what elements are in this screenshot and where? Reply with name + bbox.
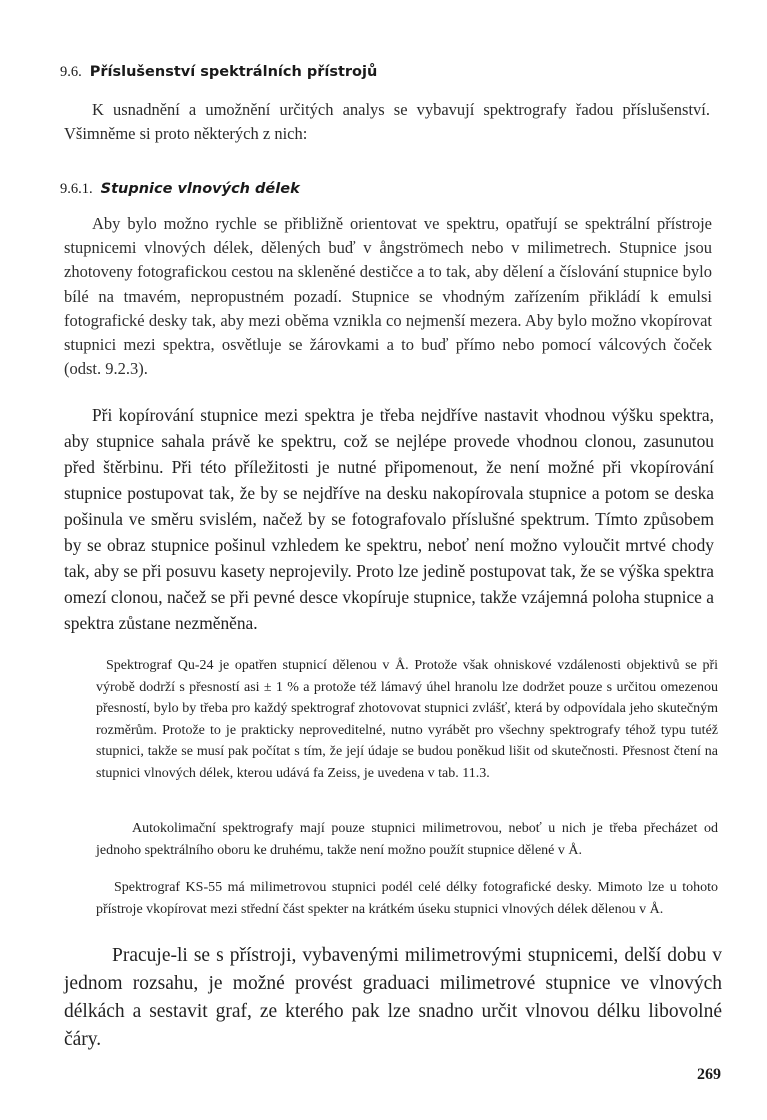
small-print-note-3: Spektrograf KS-55 má milimetrovou stupnici podél celé délky fotografické desky. Mimoto lze u tohoto přístroje vkopírovat mezi střední část spekter na krátkém úseku stupnici vlnových délek dělenou v Å.: [96, 880, 718, 917]
subsection-number: 9.6.1.: [60, 181, 93, 197]
section-number: 9.6.: [60, 64, 82, 80]
subsection-title: Stupnice vlnových délek: [100, 181, 300, 197]
section-intro-paragraph: K usnadnění a umožnění určitých analys se vybavují spektrografy řadou příslušenství. Všimněme si proto některých z nich:: [64, 100, 710, 143]
small-print-note-2: Autokolimační spektrografy mají pouze stupnici milimetrovou, neboť u nich je třeba přecházet od jednoho spektrálního oboru ke druhému, takže není možno použít stupnice dělené v Å.: [96, 821, 718, 858]
small-print-note-1: Spektrograf Qu-24 je opatřen stupnicí dělenou v Å. Protože však ohniskové vzdálenosti objektivů se při výrobě dodrží s přesností asi ± 1 % a protože též lámavý úhel hranolu lze dodržet pouze s určitou omezenou přesností, bylo by třeba pro každý spektrograf zhotovovat stupnici zvlášť, která by odpovídala jeho skutečným rozměrům. Protože to je prakticky neproveditelné, nutno vyrábět pro všechny spektrografy téhož typu tutéž stupnici, takže se musí pak počítat s tím, že její údaje se budou poněkud lišit od skutečnosti. Přesnost čtení na stupnici vlnových délek, kterou udává fa Zeiss, je uvedena v tab. 11.3.: [96, 658, 718, 781]
page-number: 269: [697, 1066, 721, 1083]
body-paragraph-1: Aby bylo možno rychle se přibližně orientovat ve spektru, opatřují se spektrální přístroje stupnicemi vlnových délek, dělených buď v ångströmech nebo v milimetrech. Stupnice jsou zhotoveny fotografickou cestou na skleněné destičce a to tak, aby dělení a číslování stupnice bylo bílé na tmavém, nepropustném pozadí. Stupnice se vhodným zařízením přikládí k emulsi fotografické desky tak, aby mezi oběma vznikla co nejmenší mezera. Aby bylo možno vkopírovat stupnici mezi spektra, osvětluje se žárovkami a to buď přímo nebo pomocí válcových čoček (odst. 9.2.3).: [64, 214, 712, 379]
body-paragraph-2: Při kopírování stupnice mezi spektra je třeba nejdříve nastavit vhodnou výšku spektra, aby stupnice sahala právě ke spektru, což se nejlépe provede vhodnou clonou, zasunutou před štěrbinu. Při této příležitosti je nutné připomenout, že není možné při vkopírování stupnice postupovat tak, že by se nejdříve na desku nakopírovala stupnice a potom se deska pošinula ve směru svislém, načež by se fotografovalo příslušné spektrum. Tímto způsobem by se obraz stupnice pošinul vzhledem ke spektru, neboť není možno vyloučit mrtvé chody tak, aby se při posuvu kasety neprojevily. Proto lze jedině postupovat tak, že se výška spektra omezí clonou, načež se při pevné desce vkopíruje stupnice, takže vzájemná poloha stupnice a spektra zůstane nezměněna.: [64, 405, 714, 633]
subsection-heading: [60, 181, 300, 198]
section-heading: [60, 64, 377, 81]
section-title: Příslušenství spektrálních přístrojů: [89, 64, 378, 80]
closing-paragraph: Pracuje-li se s přístroji, vybavenými milimetrovými stupnicemi, delší dobu v jednom rozsahu, je možné provést graduaci milimetrové stupnice ve vlnových délkách a sestavit graf, ze kterého pak lze snadno určit vlnovou délku libovolné čáry.: [64, 945, 722, 1050]
